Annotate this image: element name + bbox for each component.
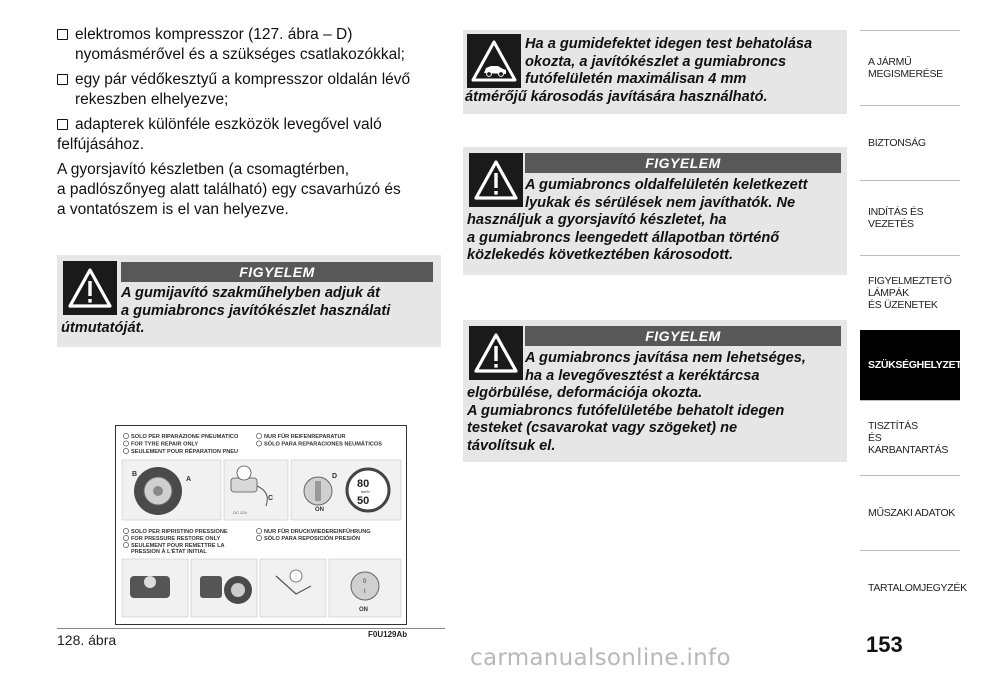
warning-line: Ha a gumidefektet idegen test behatolása (525, 36, 813, 52)
tab-vehicle[interactable] (860, 30, 960, 105)
figure-caption-rule (57, 628, 445, 629)
speed-unit: km/h (361, 489, 370, 494)
tab-label: INDÍTÁS ÉS VEZETÉS (868, 206, 924, 230)
tab-label: SZÜKSÉGHELYZETBEN (868, 359, 983, 371)
speed-top: 80 (357, 478, 370, 490)
paragraph-line: a padlószőnyeg alatt található) egy csavarhúzó és (57, 181, 401, 198)
figure-label: 128. ábra (57, 632, 117, 648)
watermark: carmanualsonline.info (470, 645, 731, 671)
fig-text: SOLO PER RIPRISTINO PRESSIONE (131, 529, 228, 535)
warning-line: távolítsuk el. (467, 437, 556, 454)
warning-box-foreign-object (463, 30, 847, 114)
tab-technical-data[interactable] (860, 475, 960, 550)
warning-line: okozta, a javítókészlet a gumiabroncs (525, 53, 787, 70)
fig-text: SEULEMENT POUR RÉPARATION PNEU (131, 449, 239, 455)
warning-line: közlekedés következtében károsodott. (467, 247, 734, 263)
warning-box-sidewall (463, 147, 847, 275)
figure-illustration (116, 426, 406, 624)
warning-line: átmérőjű károsodás javítására használható. (465, 88, 768, 105)
warning-box-instructions (57, 255, 441, 347)
checkbox-bullet-icon (57, 74, 68, 85)
warning-text (467, 177, 847, 265)
warning-box-rim-deformation (463, 320, 847, 462)
warning-line: A gumiabroncs javítása nem lehetséges, (525, 350, 806, 366)
paragraph-line: a vontatószem is el van helyezve. (57, 201, 289, 218)
fig-text: FOR TYRE REPAIR ONLY (131, 441, 199, 448)
warning-line: A gumiabroncs oldalfelületén keletkezett (525, 177, 808, 193)
warning-text (467, 350, 847, 455)
marker-d: D (332, 473, 338, 480)
dc-label: DC 12V (233, 510, 248, 515)
bullet-adapters (57, 115, 457, 155)
tab-label: TISZTÍTÁS ÉS KARBANTARTÁS (868, 420, 949, 456)
fig-text: NUR FÜR DRUCKWIEDEREINFÜHRUNG (264, 529, 371, 535)
tab-warning-lights[interactable] (860, 255, 960, 330)
tab-safety[interactable] (860, 105, 960, 180)
bullet-continuation: felfújásához. (57, 136, 145, 153)
marker-a: A (186, 476, 192, 483)
switch-0: 0 (363, 579, 367, 585)
warning-title: FIGYELEM (525, 153, 841, 173)
tab-emergency[interactable] (860, 330, 983, 400)
warning-line: A gumiabroncs futófelületébe behatolt idegen (467, 402, 785, 419)
page-number: 153 (866, 632, 903, 657)
bullet-continuation: nyomásmérővel és a szükséges csatlakozókkal; (75, 46, 405, 63)
warning-line: használjuk a gyorsjavító készletet, ha (467, 212, 727, 228)
warning-line: a gumiabroncs javítókészlet használati (121, 302, 391, 319)
speed-bottom: 50 (357, 495, 370, 507)
warning-text (61, 285, 437, 338)
fig-text: SOLO PER RIPARAZIONE PNEUMATICO (131, 434, 239, 440)
bullet-compressor (57, 25, 457, 65)
checkbox-bullet-icon (57, 29, 68, 40)
warning-line: testeket (csavarokat vagy szögeket) ne (467, 420, 738, 436)
figure-code: F0U129Ab (368, 630, 408, 639)
bullet-continuation: rekeszben elhelyezve; (75, 91, 229, 108)
on-label-2: ON (359, 607, 368, 613)
tab-label: BIZTONSÁG (868, 137, 926, 149)
tab-starting-driving[interactable] (860, 180, 960, 255)
fig-text: PRESSION À L'ÉTAT INITIAL (131, 549, 207, 555)
warning-line: lyukak és sérülések nem javíthatók. Ne (525, 194, 796, 211)
on-label: ON (315, 507, 324, 513)
switch-1: I (364, 589, 366, 595)
tab-label: TARTALOMJEGYZÉK (868, 582, 967, 594)
warning-line: futófelületén maximálisan 4 mm (525, 71, 747, 87)
fig-text: NUR FÜR REIFENREPARATUR (264, 434, 346, 440)
tab-maintenance[interactable] (860, 400, 960, 475)
bullet-text: elektromos kompresszor (127. ábra – D) (75, 26, 353, 43)
warning-line: elgörbülése, deformációja okozta. (467, 385, 703, 401)
bullet-gloves (57, 70, 457, 110)
paragraph-line: A gyorsjavító készletben (a csomagtérben, (57, 161, 350, 178)
warning-line: útmutatóját. (61, 320, 145, 336)
fig-text: FOR PRESSURE RESTORE ONLY (131, 536, 221, 542)
warning-line: A gumijavító szakműhelyben adjuk át (121, 285, 380, 301)
bullet-text: adapterek különféle eszközök levegővel való (75, 116, 382, 133)
checkbox-bullet-icon (57, 119, 68, 130)
tab-label: FIGYELMEZTETŐ LÁMPÁK ÉS ÜZENETEK (868, 275, 952, 311)
warning-title: FIGYELEM (121, 262, 433, 282)
warning-line: ha a levegővesztést a keréktárcsa (525, 367, 760, 384)
tab-label: A JÁRMŰ MEGISMERÉSE (868, 56, 943, 80)
fig-text: SÓLO PARA REPARACIONES NEUMÁTICOS (264, 441, 382, 448)
fig-text: SEULEMENT POUR REMETTRE LA (131, 543, 225, 549)
warning-title: FIGYELEM (525, 326, 841, 346)
marker-c: C (268, 495, 274, 502)
warning-text (465, 36, 845, 106)
left-column (57, 25, 457, 220)
figure-128-repair-kit-label (115, 425, 407, 625)
fig-text: SÓLO PARA REPOSICIÓN PRESIÓN (264, 536, 361, 542)
tab-label: MŰSZAKI ADATOK (868, 507, 956, 519)
marker-b: B (132, 471, 138, 478)
bullet-text: egy pár védőkesztyű a kompresszor oldalán lévő (75, 71, 411, 88)
warning-line: a gumiabroncs leengedett állapotban történő (467, 229, 780, 246)
tab-index[interactable] (860, 550, 967, 625)
kit-paragraph (57, 160, 457, 220)
